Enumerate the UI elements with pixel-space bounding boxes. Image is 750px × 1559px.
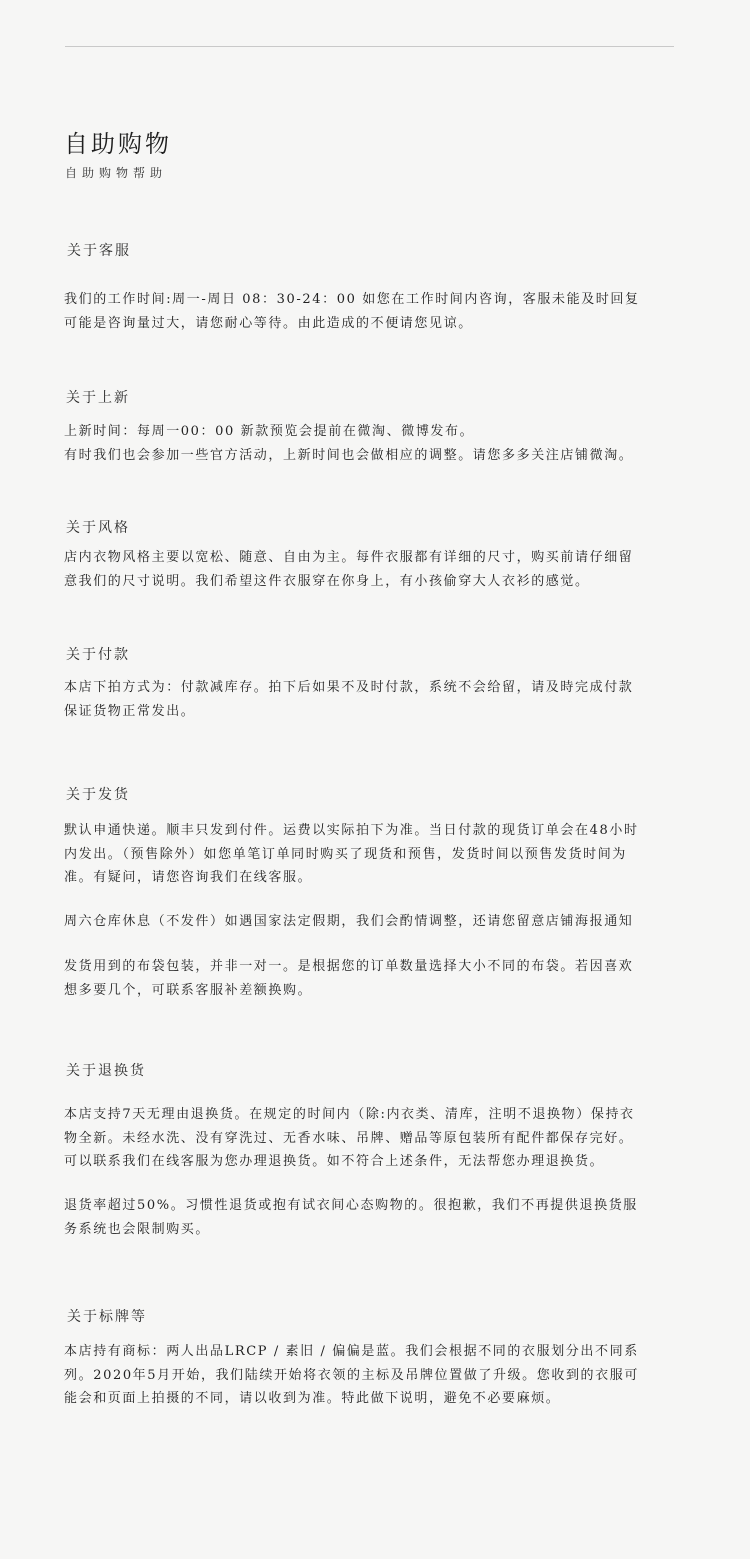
shipping-paragraph-3 <box>64 955 679 1002</box>
paragraph-line: 有时我们也会参加一些官方活动，上新时间也会做相应的调整。请您多多关注店铺微淘。 <box>64 447 634 463</box>
paragraph-line: 物全新。未经水洗、没有穿洗过、无香水味、吊牌、赠品等原包装所有配件都保存完好。 <box>64 1130 634 1146</box>
section-heading-shipping: 关于发货 <box>66 787 130 803</box>
shipping-paragraph-1 <box>64 819 679 890</box>
returns-paragraph-2 <box>64 1194 679 1241</box>
paragraph-line: 内发出。（预售除外）如您单笔订单同时购买了现货和预售，发货时间以预售发货时间为 <box>64 846 627 862</box>
paragraph-line: 周六仓库休息（不发件）如遇国家法定假期，我们会酌情调整，还请您留意店铺海报通知 <box>64 914 634 929</box>
page-subtitle: 自助购物帮助 <box>65 166 168 180</box>
paragraph-line: 可能是咨询量过大，请您耐心等待。由此造成的不便请您见谅。 <box>64 315 473 331</box>
section-heading-new-arrivals: 关于上新 <box>66 390 130 406</box>
section-heading-style: 关于风格 <box>66 520 130 536</box>
page-title: 自助购物 <box>64 130 172 158</box>
paragraph-line: 本店持有商标：两人出品LRCP / 素旧 / 偏偏是蓝。我们会根据不同的衣服划分出不同系 <box>64 1344 639 1359</box>
paragraph-line: 准。有疑问，请您咨询我们在线客服。 <box>64 870 313 885</box>
paragraph-line: 默认申通快递。顺丰只发到付件。运费以实际拍下为准。当日付款的现货订单会在48小时 <box>64 823 639 838</box>
paragraph-line: 上新时间：每周一00：00 新款预览会提前在微淘、微博发布。 <box>64 424 475 439</box>
paragraph-line: 本店下拍方式为：付款减库存。拍下后如果不及时付款，系统不会给留，请及時完成付款 <box>64 680 634 695</box>
paragraph-line: 店内衣物风格主要以宽松、随意、自由为主。每件衣服都有详细的尺寸，购买前请仔细留 <box>64 550 634 565</box>
paragraph-line: 发货用到的布袋包装，并非一对一。是根据您的订单数量选择大小不同的布袋。若因喜欢 <box>64 959 634 974</box>
customer-service-paragraph <box>64 288 679 335</box>
paragraph-line: 我们的工作时间:周一-周日 08：30-24：00 如您在工作时间内咨询，客服未能及时回复 <box>64 292 640 307</box>
paragraph-line: 想多要几个，可联系客服补差额换购。 <box>64 982 313 998</box>
returns-paragraph-1 <box>64 1103 679 1174</box>
paragraph-line: 列。2020年5月开始，我们陆续开始将衣领的主标及吊牌位置做了升级。您收到的衣服可 <box>64 1367 639 1383</box>
style-paragraph <box>64 546 679 593</box>
section-heading-labels: 关于标牌等 <box>67 1309 147 1325</box>
section-heading-payment: 关于付款 <box>66 647 130 663</box>
labels-paragraph <box>64 1340 679 1411</box>
paragraph-line: 退货率超过50%。习惯性退货或抱有试衣间心态购物的。很抱歉，我们不再提供退换货服 <box>64 1198 638 1213</box>
top-divider <box>65 46 674 47</box>
paragraph-line: 务系统也会限制购买。 <box>64 1221 211 1237</box>
paragraph-line: 保证货物正常发出。 <box>64 703 196 719</box>
paragraph-line: 本店支持7天无理由退换货。在规定的时间内（除:内衣类、清库，注明不退换物）保持衣 <box>64 1107 635 1122</box>
section-heading-customer-service: 关于客服 <box>67 243 131 259</box>
new-arrivals-paragraph <box>64 420 679 467</box>
shipping-paragraph-2 <box>64 910 679 934</box>
paragraph-line: 可以联系我们在线客服为您办理退换货。如不符合上述条件，无法帮您办理退换货。 <box>64 1154 605 1169</box>
paragraph-line: 能会和页面上拍摄的不同，请以收到为准。特此做下说明，避免不必要麻烦。 <box>64 1391 561 1406</box>
paragraph-line: 意我们的尺寸说明。我们希望这件衣服穿在你身上，有小孩偷穿大人衣衫的感觉。 <box>64 573 590 589</box>
payment-paragraph <box>64 676 679 723</box>
section-heading-returns: 关于退换货 <box>66 1063 146 1079</box>
